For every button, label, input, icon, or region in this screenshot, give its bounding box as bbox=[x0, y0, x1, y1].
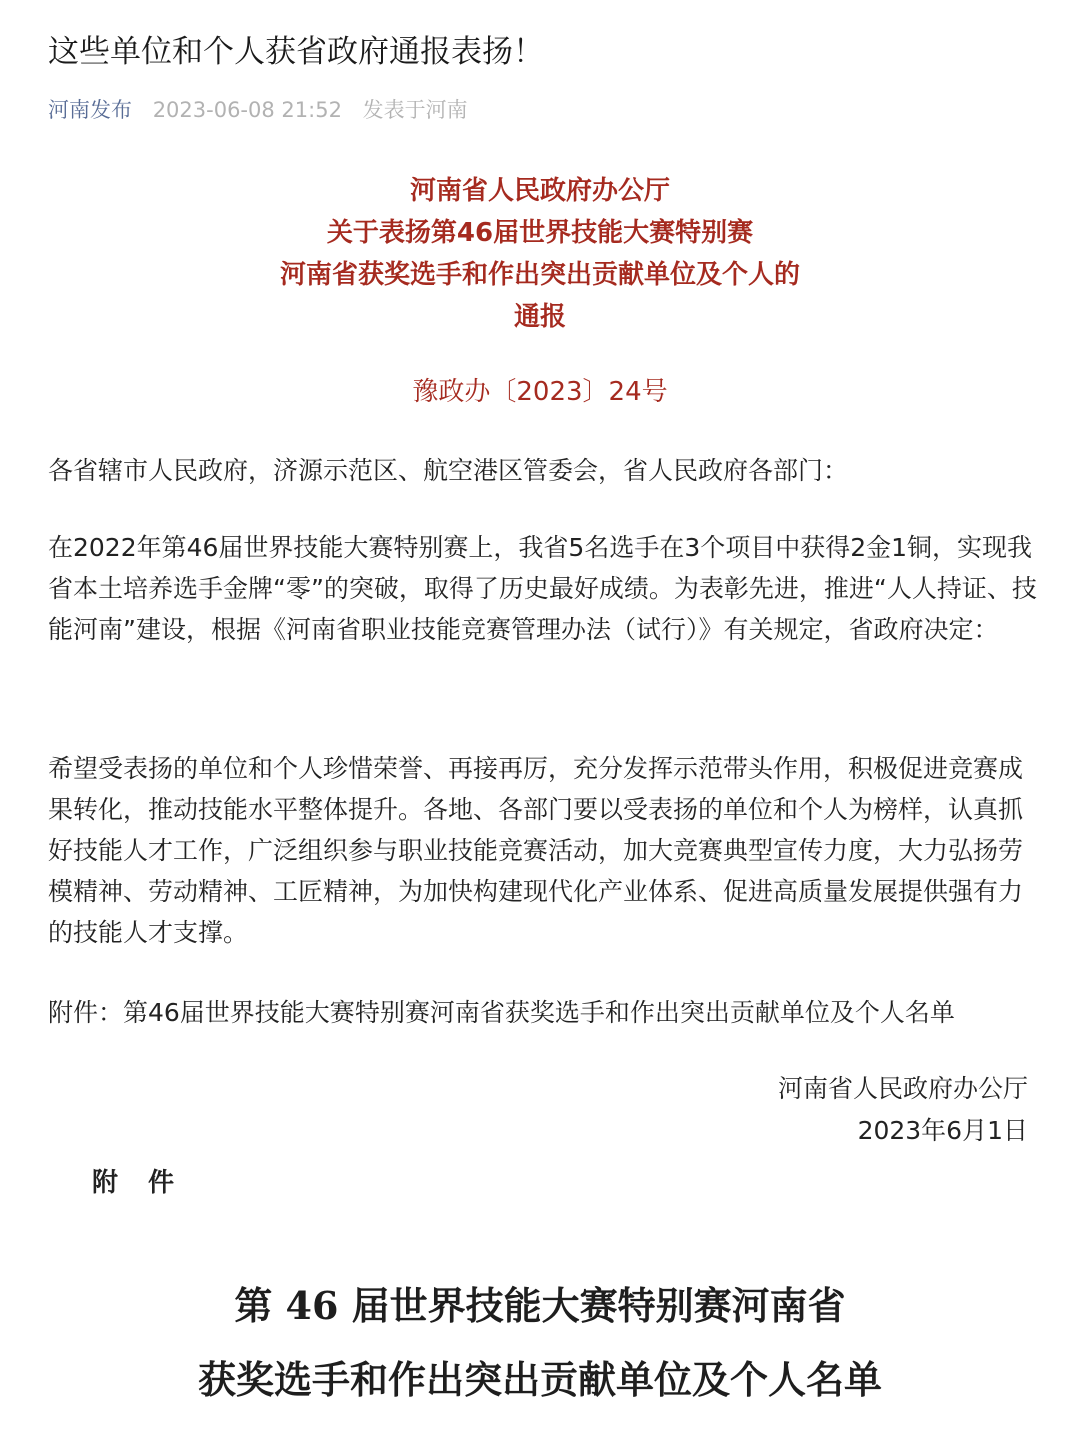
attachment-label: 附件 bbox=[92, 1168, 205, 1198]
document-number: 豫政办〔2023〕24号 bbox=[412, 377, 668, 407]
heading-line: 河南省人民政府办公厅 bbox=[409, 176, 670, 206]
publish-time: 2023-06-08 21:52 bbox=[152, 98, 342, 122]
heading-line: 通报 bbox=[513, 302, 566, 332]
account-name-link[interactable]: 河南发布 bbox=[48, 98, 132, 122]
signer: 河南省人民政府办公厅 bbox=[777, 1074, 1028, 1103]
publish-location: 发表于河南 bbox=[362, 98, 468, 122]
document-date: 2023年6月1日 bbox=[857, 1116, 1028, 1145]
document-heading bbox=[0, 170, 1080, 338]
heading-line: 河南省获奖选手和作出突出贡献单位及个人的 bbox=[279, 260, 800, 290]
body-paragraph-2: 希望受表扬的单位和个人珍惜荣誉、再接再厉，充分发挥示范带头作用，积极促进竞赛成果转化，推动技能水平整体提升。各地、各部门要以受表扬的单位和个人为榜样，认真抓好技能人才工作，广泛组织参与职业技能竞赛活动，加大竞赛典型宣传力度，大力弘扬劳模精神、劳动精神、工匠精神，为加快构建现代化产业体系、促进高质量发展提供强有力的技能人才支撑。 bbox=[48, 754, 1024, 947]
attachment-title-line-2: 获奖选手和作出突出贡献单位及个人名单 bbox=[197, 1357, 882, 1402]
attachment-title-line-1: 第 46 届世界技能大赛特别赛河南省 bbox=[234, 1283, 846, 1328]
article-meta bbox=[48, 94, 468, 126]
body-paragraph-1: 在2022年第46届世界技能大赛特别赛上，我省5名选手在3个项目中获得2金1铜，实现我省本土培养选手金牌“零”的突破，取得了历史最好成绩。为表彰先进，推进“人人持证、技能河南”建设，根据《河南省职业技能竞赛管理办法（试行）》有关规定，省政府决定： bbox=[48, 533, 1037, 644]
heading-line: 关于表扬第46届世界技能大赛特别赛 bbox=[326, 218, 754, 248]
attachment-note: 附件：第46届世界技能大赛特别赛河南省获奖选手和作出突出贡献单位及个人名单 bbox=[48, 998, 955, 1027]
addressee-paragraph: 各省辖市人民政府，济源示范区、航空港区管委会，省人民政府各部门： bbox=[48, 456, 849, 485]
article-title: 这些单位和个人获省政府通报表扬！ bbox=[48, 34, 544, 70]
